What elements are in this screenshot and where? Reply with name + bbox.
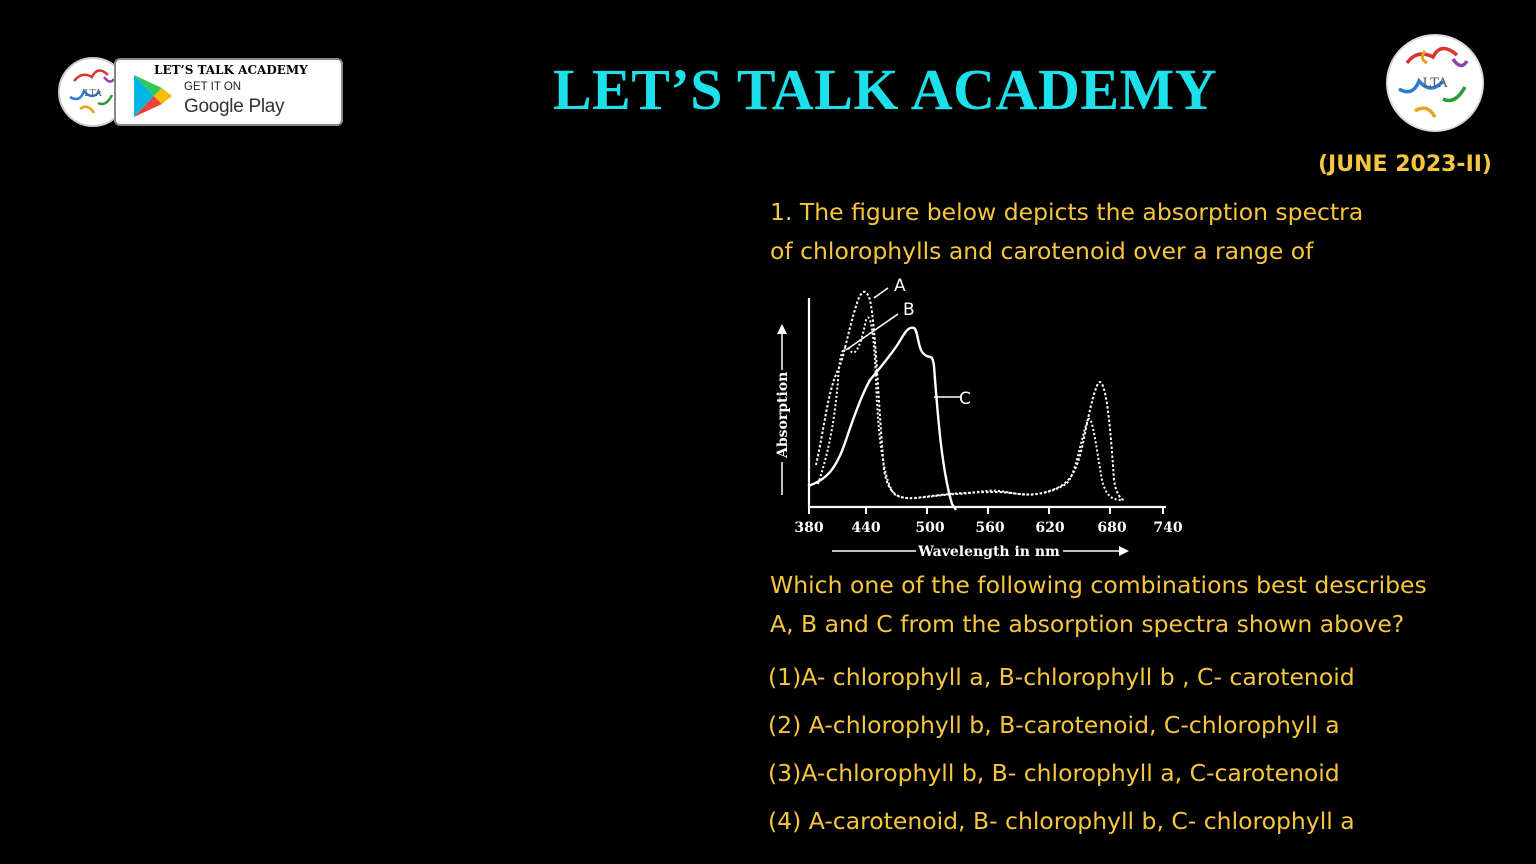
academy-logo-right xyxy=(1385,33,1485,133)
x-axis-label: Wavelength in nm xyxy=(918,544,1060,560)
google-play-badge[interactable] xyxy=(58,57,342,125)
curve-label-c: C xyxy=(959,389,971,409)
option-3[interactable]: (3)A-chlorophyll b, B- chlorophyll a, C-carotenoid xyxy=(768,759,1340,787)
y-arrow-icon xyxy=(777,324,787,334)
logo-lettering-right: LTA xyxy=(1422,76,1448,91)
xtick-500: 500 xyxy=(915,520,945,536)
get-it-on-label: GET IT ON xyxy=(184,81,242,93)
question-line-4: A, B and C from the absorption spectra shown above? xyxy=(770,610,1405,638)
logo-lettering: LTA xyxy=(84,89,102,99)
option-2[interactable]: (2) A-chlorophyll b, B-carotenoid, C-chlorophyll a xyxy=(768,711,1340,739)
xtick-440: 440 xyxy=(851,520,881,536)
question-line-1: 1. The figure below depicts the absorption spectra xyxy=(770,198,1364,226)
option-1[interactable]: (1)A- chlorophyll a, B-chlorophyll b , C- carotenoid xyxy=(768,663,1355,691)
exam-tag: (JUNE 2023-II) xyxy=(1318,152,1492,177)
google-play-label: Google Play xyxy=(184,96,285,117)
option-4[interactable]: (4) A-carotenoid, B- chlorophyll b, C- chlorophyll a xyxy=(768,807,1355,835)
x-arrow-icon xyxy=(1119,546,1129,556)
curve-label-a: A xyxy=(894,276,906,296)
y-axis-label: Absorption xyxy=(775,371,791,458)
curve-label-b: B xyxy=(903,300,915,320)
absorption-spectra-figure xyxy=(766,270,1196,565)
page-title: LET’S TALK ACADEMY xyxy=(552,57,1218,122)
xtick-620: 620 xyxy=(1035,520,1065,536)
google-play-icon xyxy=(130,73,174,119)
xtick-560: 560 xyxy=(975,520,1005,536)
question-line-3: Which one of the following combinations best describes xyxy=(770,571,1427,599)
xtick-380: 380 xyxy=(794,520,824,536)
xtick-680: 680 xyxy=(1097,520,1127,536)
question-line-2: of chlorophylls and carotenoid over a range of xyxy=(770,237,1314,265)
curve-c xyxy=(808,328,956,510)
badge-brand: LET’S TALK ACADEMY xyxy=(154,63,308,77)
play-store-button[interactable] xyxy=(114,58,343,126)
xtick-740: 740 xyxy=(1153,520,1183,536)
